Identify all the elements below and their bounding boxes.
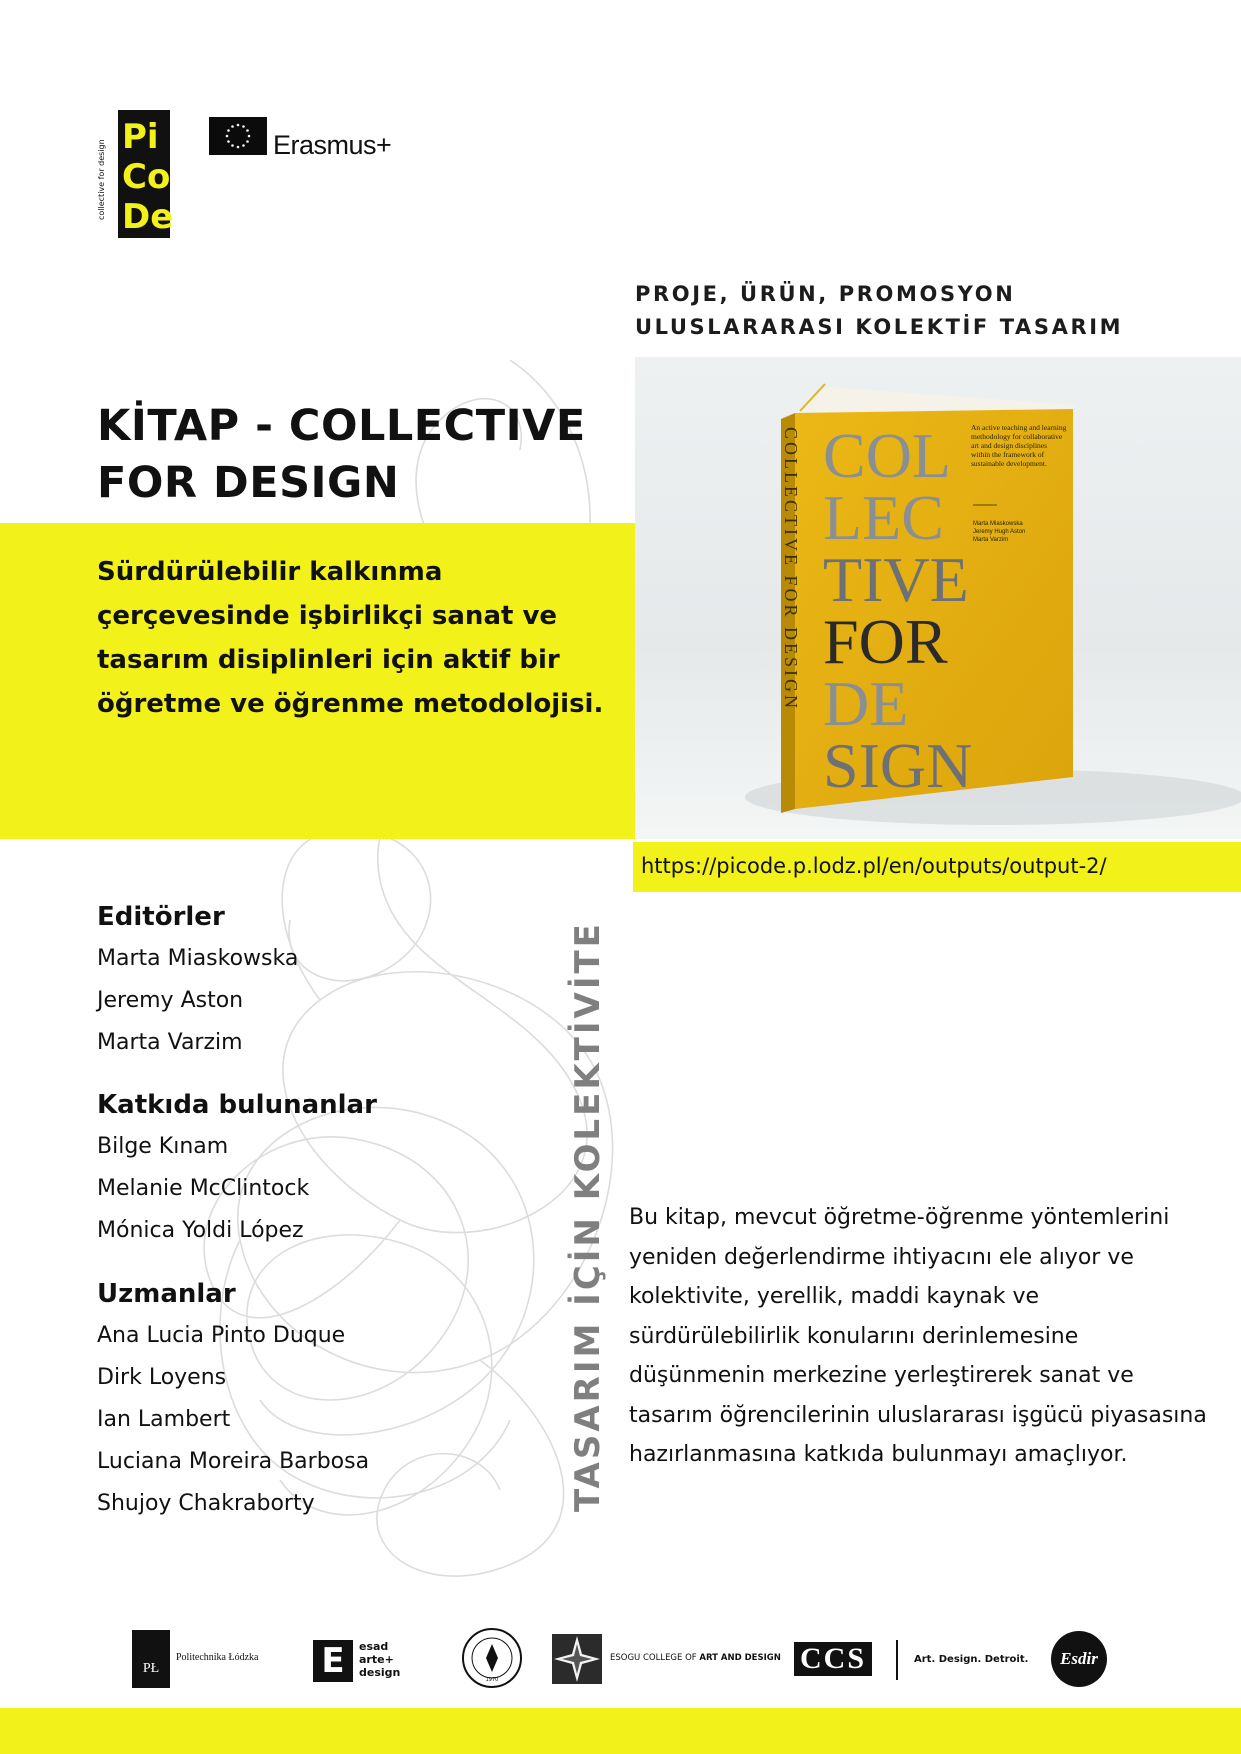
picode-letters-pi: Pi [122,117,159,157]
esogu-college-name-bold: ART AND DESIGN [699,1653,781,1663]
ccs-tagline: Art. Design. Detroit. [914,1654,1029,1665]
book-photo [635,357,1241,839]
expert-name: Ana Lucia Pinto Duque [97,1323,346,1348]
contributors-heading: Katkıda bulunanlar [97,1090,377,1120]
bottom-yellow-band [0,1708,1241,1754]
expert-name: Dirk Loyens [97,1365,227,1390]
partner-logo-esogu-college [552,1634,781,1684]
ccs-mark: CCS [794,1642,872,1676]
title-line-1: KİTAP - COLLECTIVE [97,401,586,451]
experts-section [97,1279,369,1525]
kicker-line-2: ULUSLARARASI KOLEKTİF TASARIM [635,315,1124,339]
partner-logo-esogu-seal [462,1628,522,1688]
subtitle: Sürdürülebilir kalkınma çerçevesinde işbirlikçi sanat ve tasarım disiplinleri için aktif bir öğretme ve öğrenme metodolojisi. [97,557,604,719]
esogu-college-emblem [552,1634,602,1684]
ccs-divider [896,1640,898,1680]
partner-logo-ccs [794,1640,1029,1680]
page-title [97,398,586,512]
contributor-name: Melanie McClintock [97,1176,310,1201]
book-author: Jeremy Hugh Aston [973,529,1026,535]
book-cover-word: COL [823,420,951,491]
book-description: Bu kitap, mevcut öğretme-öğrenme yöntemlerini yeniden değerlendirme ihtiyacını ele alıyor ve kolektivite, yerellik, maddi kaynak ve sürdürülebilirlik konularını derinlemesine düşünmenin merkezine yerleştirerek sanat ve tasarım öğrencilerinin uluslararası işgücü piyasasına hazırlanmasına katkıda bulunmayı amaçlıyor. [629,1205,1207,1467]
expert-name: Luciana Moreira Barbosa [97,1449,370,1474]
partner-logo-esdir: Esdir [1051,1631,1107,1687]
vertical-tagline: TASARIM İÇİN KOLEKTİVİTE [568,921,608,1512]
book-author: Marta Miaskowska [973,521,1023,527]
esad-line: esad [359,1640,389,1653]
kicker-line-1: PROJE, ÜRÜN, PROMOSYON [635,282,1016,306]
book-cover-word: DE [823,668,909,739]
esogu-college-name: ESOGU COLLEGE OF [610,1653,700,1663]
editors-heading: Editörler [97,902,225,932]
eu-flag-icon [209,117,267,155]
book-blurb: An active teaching and learning methodology for collaborative art and design disciplines within the framework of sustainable development. [971,423,1067,468]
contributor-name: Bilge Kınam [97,1134,229,1159]
picode-logo [96,108,176,242]
politechnika-name: Politechnika Łódzka [176,1652,259,1663]
kicker [635,278,1123,344]
book-cover-word: FOR [823,606,948,677]
book-spine-text: COLLECTIVE FOR DESIGN [781,427,801,711]
picode-tagline: collective for design [97,139,106,220]
partner-logo-esad [313,1640,413,1684]
title-line-2: FOR DESIGN [97,458,400,508]
book-author: Marta Varzim [973,537,1009,543]
esad-line: arte+ [359,1653,394,1666]
book-cover-word: LEC [823,482,944,553]
esad-line: design [359,1666,401,1679]
politechnika-emblem: PŁ [132,1630,170,1688]
experts-heading: Uzmanlar [97,1279,236,1309]
editor-name: Marta Miaskowska [97,946,299,971]
book-cover-word: SIGN [823,730,973,801]
picode-letters-de: De [122,197,174,237]
expert-name: Ian Lambert [97,1407,231,1432]
partner-logo-politechnika [132,1630,262,1688]
erasmus-logo-text: Erasmus+ [273,130,392,160]
editor-name: Jeremy Aston [97,988,244,1013]
output-link[interactable]: https://picode.p.lodz.pl/en/outputs/output-2/ [641,854,1107,878]
expert-name: Shujoy Chakraborty [97,1491,315,1516]
book-cover-word: TIVE [823,544,969,615]
book-illustration [635,357,1241,839]
editors-section [97,902,298,1064]
picode-letters-co: Co [122,157,171,197]
contributor-name: Mónica Yoldi López [97,1218,304,1243]
editor-name: Marta Varzim [97,1030,243,1055]
contributors-section [97,1090,377,1252]
esad-mark: E [313,1640,353,1682]
seal-year: 1970 [485,1677,499,1683]
